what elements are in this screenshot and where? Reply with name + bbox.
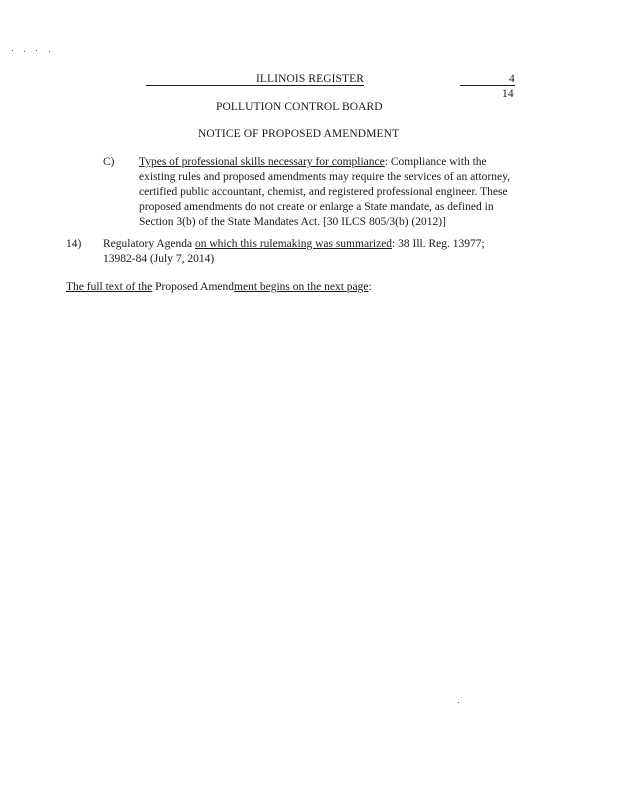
section-c-lead: Types of professional skills necessary for compliance [139,156,385,168]
section-c-label: C) [103,156,115,168]
page-number: 14 [502,88,514,100]
closing-part4: : [368,281,372,293]
scan-speck [24,51,25,52]
closing-part1: The full text of the [66,281,153,293]
volume-number: 4 [509,73,515,85]
closing-line [66,280,372,295]
scan-speck [458,702,459,703]
header-rule-left [146,85,364,86]
section-14-text: 38 Ill. Reg. 13977; 13982-84 (July 7, 2014) [103,238,485,265]
section-c-text: Compliance with the existing rules and proposed amendments may require the services of an attorney, certified public accountant, chemist, and registered professional engineer. These proposed amendments do not create or enlarge a State mandate, as defined in Section 3(b) of the State Mandates Act. [30 ILCS 805/3(b) (2012)] [139,156,510,228]
header-rule-right [460,85,515,86]
scan-speck [49,51,50,52]
scan-speck [12,50,13,51]
section-14-lead-underlined: on which this rulemaking was summarized [194,238,393,250]
register-title: ILLINOIS REGISTER [256,73,365,85]
closing-part3: ment begins on the next page [234,281,369,293]
section-c-paragraph [139,155,511,230]
scan-speck [36,50,37,51]
closing-part2: Proposed Amend [155,281,235,293]
section-14-lead-colon: : [392,238,396,250]
agency-name: POLLUTION CONTROL BOARD [216,101,383,113]
section-14-paragraph [103,237,513,267]
section-c-lead-colon: : [384,156,388,168]
section-14-label: 14) [66,238,82,250]
section-14-lead-plain: Regulatory Agenda [103,238,193,250]
notice-title: NOTICE OF PROPOSED AMENDMENT [198,128,400,140]
